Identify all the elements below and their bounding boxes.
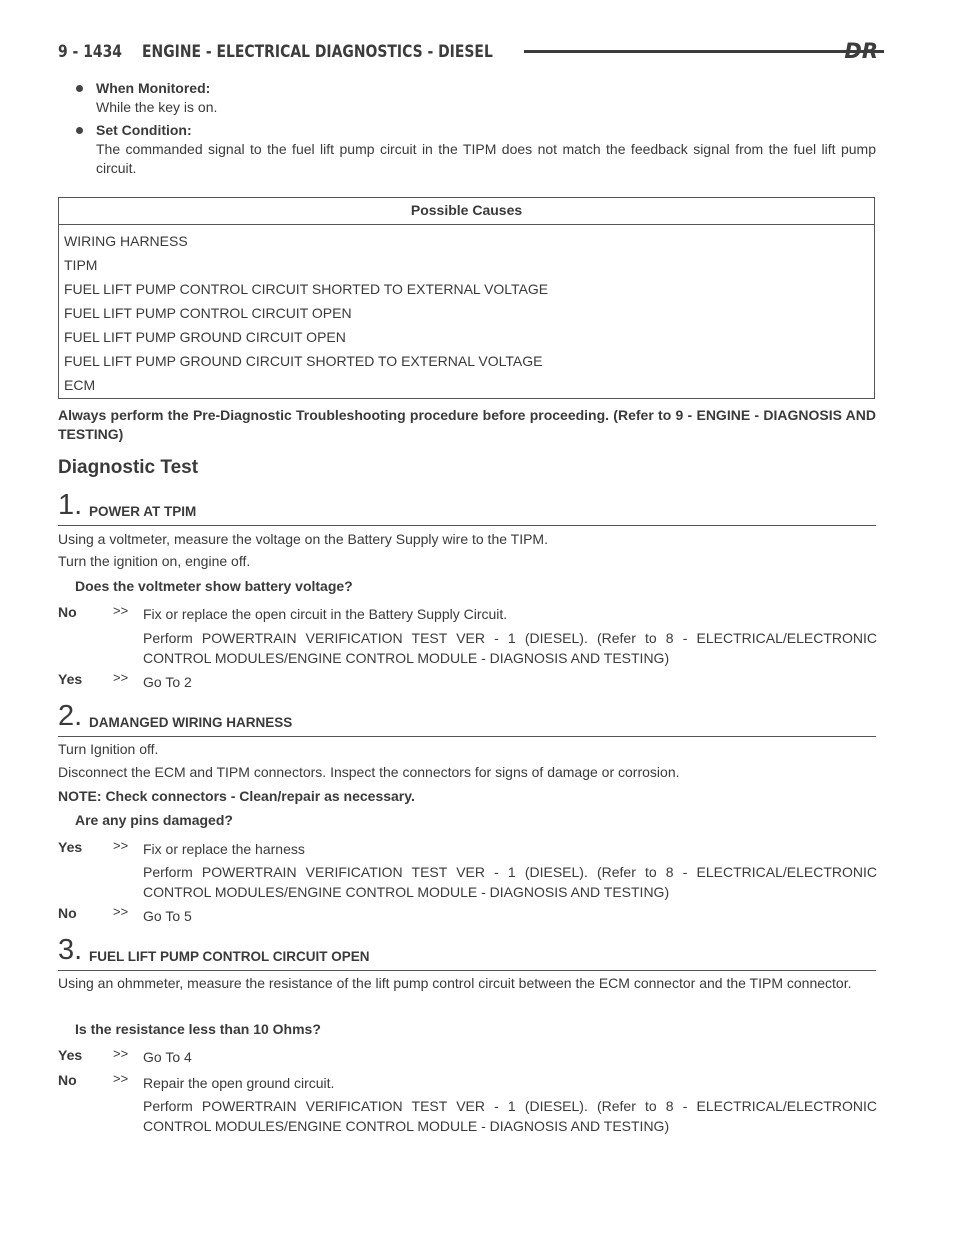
step-text: Disconnect the ECM and TIPM connectors. Inspect the connectors for signs of damage or corrosion. <box>58 764 680 780</box>
bullet-label: When Monitored: <box>96 80 211 96</box>
step-text: Using a voltmeter, measure the voltage on the Battery Supply wire to the TIPM. <box>58 531 548 547</box>
answer-result: Repair the open ground circuit. <box>143 1075 335 1091</box>
verification-text: Perform POWERTRAIN VERIFICATION TEST VER - 1 (DIESEL). (Refer to 8 - ELECTRICAL/ELECTRONIC CONTROL MODULES/ENGINE CONTROL MODULE - DIAGNOSIS AND TESTING) <box>143 1098 877 1134</box>
answer-result: Fix or replace the open circuit in the Battery Supply Circuit. <box>143 606 508 622</box>
step-3-header <box>58 934 876 971</box>
header-rule <box>524 50 884 53</box>
step-name: DAMANGED WIRING HARNESS <box>89 715 293 730</box>
step-name: FUEL LIFT PUMP CONTROL CIRCUIT OPEN <box>89 949 370 964</box>
answer-arrow: >> <box>113 1046 129 1061</box>
answer-arrow: >> <box>113 603 129 618</box>
step-number: 3. <box>58 934 83 966</box>
step-number: 1. <box>58 489 83 521</box>
possible-causes-heading: Possible Causes <box>59 198 874 225</box>
step-note: NOTE: Check connectors - Clean/repair as necessary. <box>58 788 415 804</box>
answer-arrow: >> <box>113 838 129 853</box>
answer-label: No <box>58 905 77 921</box>
answer-label: No <box>58 604 77 620</box>
answer-label: Yes <box>58 671 83 687</box>
cause-item: FUEL LIFT PUMP GROUND CIRCUIT SHORTED TO EXTERNAL VOLTAGE <box>64 353 543 369</box>
step-2-header <box>58 700 876 737</box>
answer-result: Fix or replace the harness <box>143 841 305 857</box>
bullet-when-monitored <box>76 79 876 117</box>
page-number: 9 - 1434 <box>58 42 122 62</box>
answer-arrow: >> <box>113 670 129 685</box>
cause-item: FUEL LIFT PUMP CONTROL CIRCUIT OPEN <box>64 305 352 321</box>
step-question: Are any pins damaged? <box>75 812 233 828</box>
bullet-dot-icon <box>76 127 83 134</box>
step-question: Does the voltmeter show battery voltage? <box>75 578 353 594</box>
answer-result: Go To 4 <box>143 1049 192 1065</box>
diagnostic-test-title: Diagnostic Test <box>58 457 199 478</box>
verification-text: Perform POWERTRAIN VERIFICATION TEST VER - 1 (DIESEL). (Refer to 8 - ELECTRICAL/ELECTRONIC CONTROL MODULES/ENGINE CONTROL MODULE - DIAGNOSIS AND TESTING) <box>143 630 877 666</box>
bullet-dot-icon <box>76 85 83 92</box>
possible-causes-table <box>58 197 875 399</box>
bullet-label: Set Condition: <box>96 122 192 138</box>
step-text: Turn Ignition off. <box>58 741 159 757</box>
answer-label: Yes <box>58 1047 83 1063</box>
pre-diagnostic-note: Always perform the Pre-Diagnostic Troubleshooting procedure before proceeding. (Refer to 9 - ENGINE - DIAGNOSIS AND TESTING) <box>58 407 876 442</box>
step-number: 2. <box>58 700 83 732</box>
step-text: Using an ohmmeter, measure the resistance of the lift pump control circuit between the ECM connector and the TIPM connector. <box>58 975 852 991</box>
answer-result: Go To 5 <box>143 908 192 924</box>
answer-arrow: >> <box>113 904 129 919</box>
answer-label: Yes <box>58 839 83 855</box>
bullet-text: While the key is on. <box>96 99 218 115</box>
cause-item: WIRING HARNESS <box>64 233 188 249</box>
bullet-set-condition <box>76 121 876 178</box>
step-text: Turn the ignition on, engine off. <box>58 553 251 569</box>
cause-item: ECM <box>64 377 96 393</box>
page-header <box>58 38 878 66</box>
model-logo: DR <box>844 39 878 63</box>
answer-label: No <box>58 1072 77 1088</box>
verification-text: Perform POWERTRAIN VERIFICATION TEST VER - 1 (DIESEL). (Refer to 8 - ELECTRICAL/ELECTRONIC CONTROL MODULES/ENGINE CONTROL MODULE - DIAGNOSIS AND TESTING) <box>143 864 877 900</box>
answer-result: Go To 2 <box>143 674 192 690</box>
answer-arrow: >> <box>113 1071 129 1086</box>
page-title: ENGINE - ELECTRICAL DIAGNOSTICS - DIESEL <box>142 42 493 62</box>
step-name: POWER AT TPIM <box>89 504 197 519</box>
cause-item: TIPM <box>64 257 98 273</box>
cause-item: FUEL LIFT PUMP CONTROL CIRCUIT SHORTED TO EXTERNAL VOLTAGE <box>64 281 549 297</box>
bullet-text: The commanded signal to the fuel lift pump circuit in the TIPM does not match the feedback signal from the fuel lift pump circuit. <box>96 141 876 176</box>
cause-item: FUEL LIFT PUMP GROUND CIRCUIT OPEN <box>64 329 346 345</box>
step-question: Is the resistance less than 10 Ohms? <box>75 1021 321 1037</box>
step-1-header <box>58 489 876 526</box>
